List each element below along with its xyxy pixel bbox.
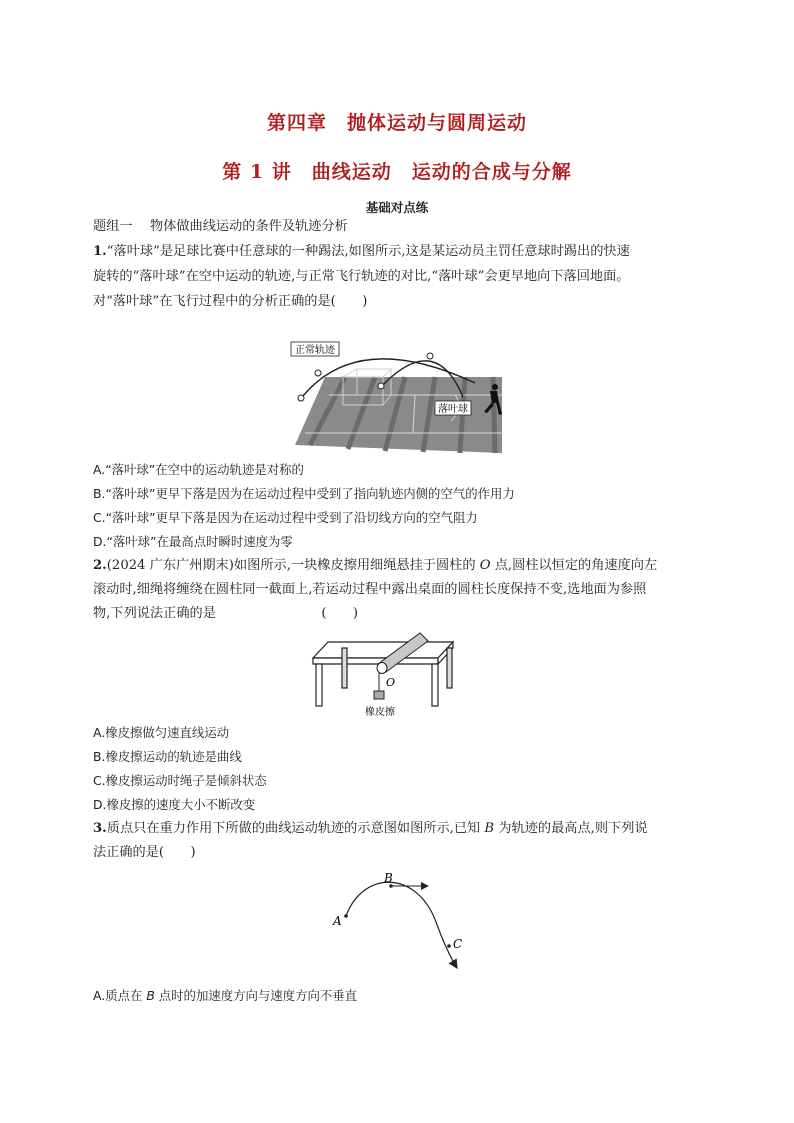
- q3-number: 3.: [93, 821, 107, 836]
- q2-option-b: B.橡皮擦运动的轨迹是曲线: [93, 749, 242, 764]
- q2-stem-1b: 点,圆柱以恒定的角速度向左: [490, 558, 658, 573]
- section-label: 基础对点练: [365, 200, 429, 215]
- trajectory-curve: [346, 882, 457, 968]
- q3-line-2: 法正确的是( ): [93, 845, 196, 860]
- ball-icon: [298, 395, 304, 401]
- q1-line-2: 旋转的“落叶球”在空中运动的轨迹,与正常飞行轨迹的对比,“落叶球”会更早地向下落回地面。: [93, 269, 630, 284]
- point-c: [447, 944, 451, 948]
- q1-figure: [285, 335, 505, 455]
- eraser-icon: [374, 691, 384, 699]
- group-title: 题组一 物体做曲线运动的条件及轨迹分析: [93, 219, 348, 234]
- q3-stem-1a: 质点只在重力作用下所做的曲线运动轨迹的示意图如图所示,已知: [106, 821, 485, 836]
- q3-var-b: B: [484, 821, 495, 836]
- q2-label-o: O: [386, 676, 396, 689]
- ball-icon: [315, 370, 321, 376]
- q1-option-c: C.“落叶球”更早下落是因为在运动过程中受到了沿切线方向的空气阻力: [93, 510, 478, 525]
- q1-line-3: 对“落叶球”在飞行过程中的分析正确的是( ): [93, 294, 368, 309]
- q3-figure: [325, 870, 470, 980]
- q1-line-1: [93, 243, 630, 261]
- q1-number: 1.: [93, 244, 107, 259]
- q3-line-1: [93, 820, 648, 838]
- q3-option-a-var: B: [146, 988, 155, 1003]
- ball-icon: [427, 353, 433, 359]
- label-c: C: [453, 937, 463, 951]
- leaf-ball-label: 落叶球: [438, 404, 468, 415]
- q1-option-d: D.“落叶球”在最高点时瞬时速度为零: [93, 534, 293, 549]
- q1-option-b: B.“落叶球”更早下落是因为在运动过程中受到了指向轨迹内侧的空气的作用力: [93, 486, 515, 501]
- label-b: B: [384, 871, 393, 885]
- chapter-title: 第四章 抛体运动与圆周运动: [266, 112, 527, 134]
- q1-stem-1: “落叶球”是足球比赛中任意球的一种踢法,如图所示,这是某运动员主罚任意球时踢出的快速: [106, 244, 630, 259]
- point-a: [344, 914, 348, 918]
- q2-number: 2.: [93, 558, 107, 573]
- q2-line-3: 物,下列说法正确的是 ( ): [93, 606, 359, 621]
- lesson-title: 第 1 讲 曲线运动 运动的合成与分解: [222, 161, 572, 183]
- normal-trajectory-label: 正常轨迹: [295, 345, 335, 356]
- q2-option-a: A.橡皮擦做匀速直线运动: [93, 725, 230, 740]
- q2-stem-1a: (2024 广东广州期末)如图所示,一块橡皮擦用细绳悬挂于圆柱的: [106, 558, 480, 573]
- eraser-label: 橡皮擦: [365, 707, 395, 718]
- q2-option-c: C.橡皮擦运动时绳子是倾斜状态: [93, 773, 267, 788]
- q3-option-a-pre: A.质点在: [93, 988, 147, 1003]
- q2-line-2: 滚动时,细绳将缠绕在圆柱同一截面上,若运动过程中露出桌面的圆柱长度保持不变,选地面为参照: [93, 582, 647, 597]
- q1-option-a: A.“落叶球”在空中的运动轨迹是对称的: [93, 462, 304, 477]
- q3-option-a: [93, 987, 357, 1005]
- q2-line-1: [93, 557, 657, 575]
- q2-var-o: O: [479, 558, 491, 573]
- label-a: A: [333, 914, 342, 928]
- q3-option-a-post: 点时的加速度方向与速度方向不垂直: [154, 988, 358, 1003]
- ball-icon: [378, 383, 384, 389]
- q2-figure: [308, 628, 458, 723]
- q2-option-d: D.橡皮擦的速度大小不断改变: [93, 797, 256, 812]
- q3-stem-1b: 为轨迹的最高点,则下列说: [494, 821, 648, 836]
